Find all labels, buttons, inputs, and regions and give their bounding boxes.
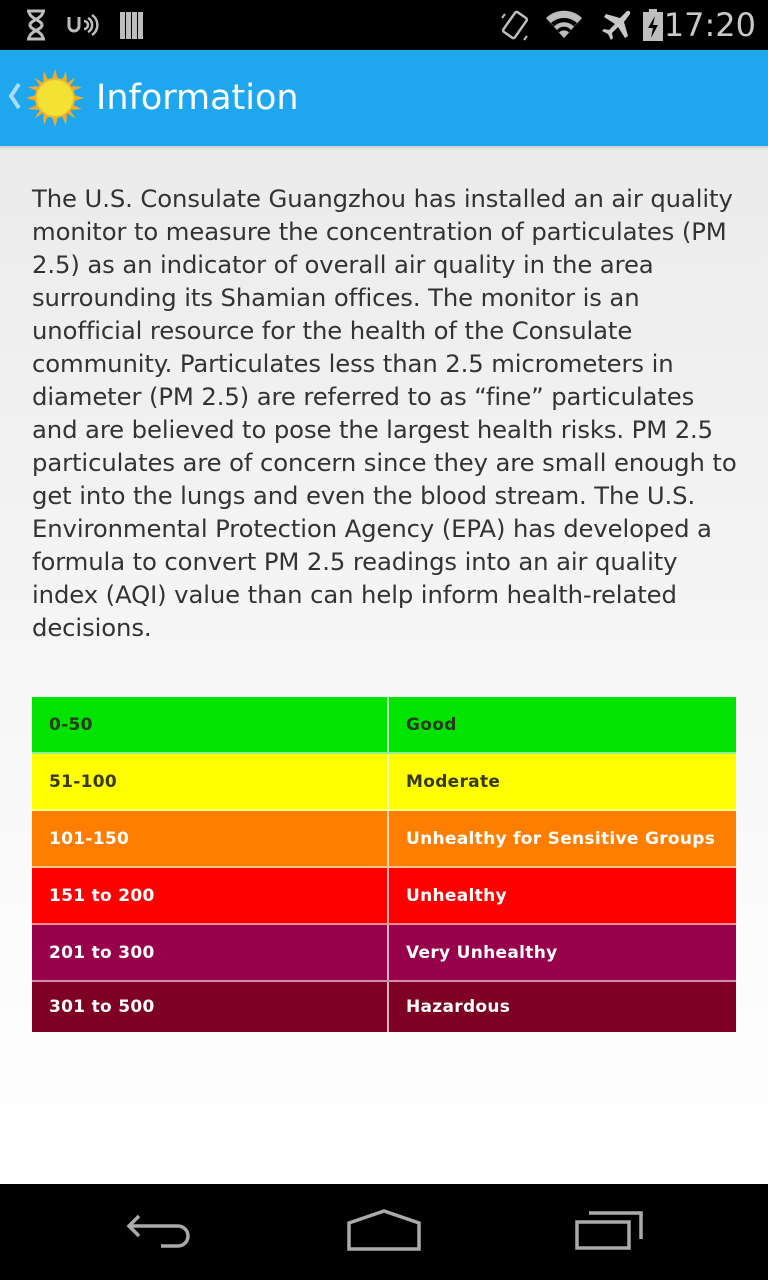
aqi-level: Very Unhealthy	[406, 942, 558, 963]
sun-icon	[26, 69, 84, 127]
barcode-icon	[118, 0, 146, 50]
aqi-row-unhealthy	[32, 868, 736, 925]
airplane-icon	[598, 0, 634, 50]
aqi-range: 301 to 500	[32, 982, 389, 1032]
back-button[interactable]	[80, 1184, 240, 1280]
page-title: Information	[96, 78, 299, 118]
aqi-row-moderate	[32, 754, 736, 811]
home-icon	[347, 1209, 421, 1256]
aqi-table	[32, 697, 736, 1032]
aqi-range: 101-150	[32, 811, 389, 866]
info-paragraph: The U.S. Consulate Guangzhou has installed an air quality monitor to measure the concentration of particulates (PM 2.5) as an indicator of overall air quality in the area surrounding its Shamian offices. The monitor is an unofficial resource for the health of the Consulate community. Particulates less than 2.5 micrometers in diameter (PM 2.5) are referred to as “fine” particulates and are believed to pose the largest health risks. PM 2.5 particulates are of concern since they are small enough to get into the lungs and even the blood stream. The U.S. Environmental Protection Agency (EPA) has developed a formula to convert PM 2.5 readings into an air quality index (AQI) value than can help inform health-related decisions.	[32, 184, 737, 642]
up-navigation-button[interactable]	[0, 50, 84, 146]
aqi-level: Good	[406, 714, 457, 735]
battery-charging-icon	[640, 0, 666, 50]
content-area	[0, 146, 768, 1184]
back-icon	[125, 1210, 195, 1255]
status-bar	[0, 0, 768, 50]
aqi-level: Moderate	[406, 771, 501, 792]
chevron-left-icon	[8, 82, 22, 115]
u-broadcast-icon	[66, 0, 102, 50]
home-button[interactable]	[304, 1184, 464, 1280]
aqi-range: 0-50	[32, 697, 389, 752]
aqi-row-good	[32, 697, 736, 754]
clock: 17:20	[663, 6, 756, 44]
action-bar-shadow	[0, 146, 768, 150]
navigation-bar	[0, 1184, 768, 1280]
aqi-row-sensitive	[32, 811, 736, 868]
hourglass-icon	[22, 0, 50, 50]
aqi-range: 201 to 300	[32, 925, 389, 980]
aqi-row-very-unhealthy	[32, 925, 736, 982]
vibrate-icon	[498, 0, 532, 50]
aqi-level: Hazardous	[406, 997, 511, 1017]
aqi-level: Unhealthy	[406, 885, 507, 906]
recent-apps-button[interactable]	[530, 1184, 690, 1280]
action-bar	[0, 50, 768, 146]
aqi-row-hazardous	[32, 982, 736, 1032]
aqi-range: 51-100	[32, 754, 389, 809]
aqi-range: 151 to 200	[32, 868, 389, 923]
recent-apps-icon	[575, 1210, 645, 1255]
wifi-icon	[544, 0, 584, 50]
aqi-level: Unhealthy for Sensitive Groups	[406, 828, 716, 849]
